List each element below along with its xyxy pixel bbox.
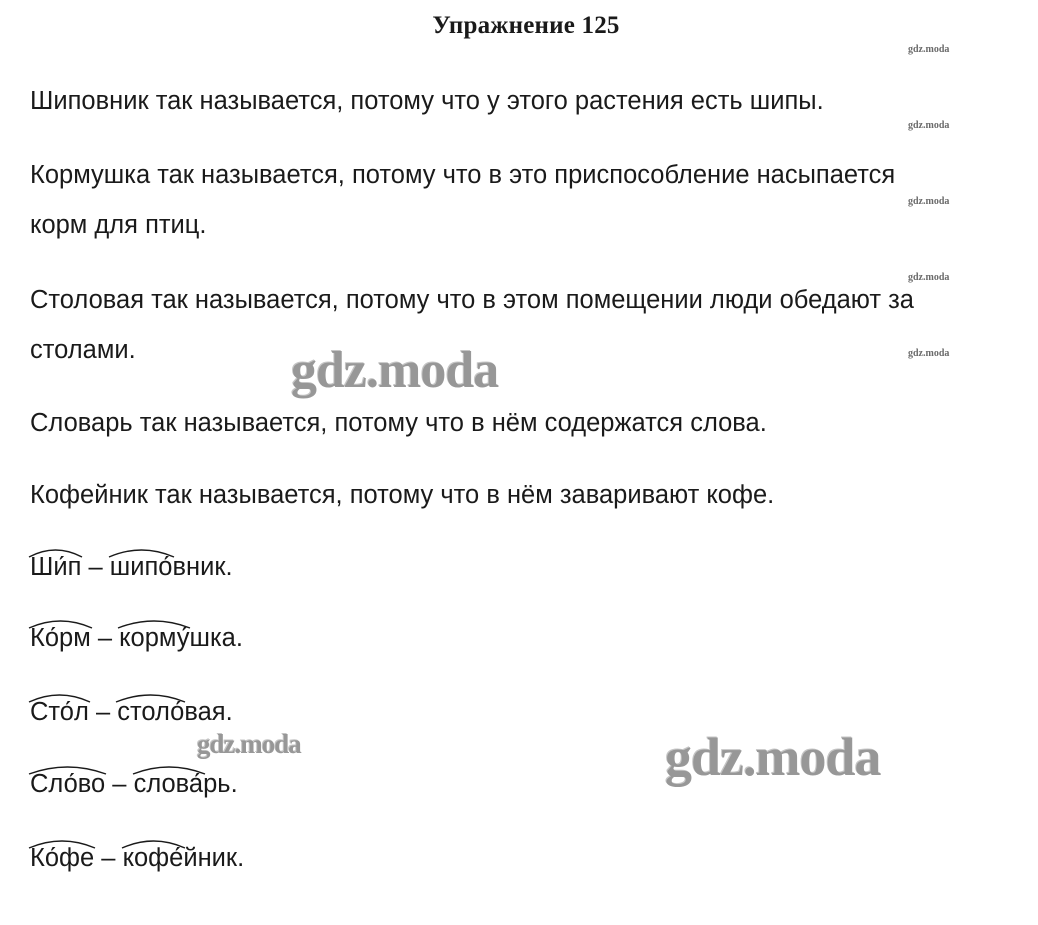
root-arc-word: Ко́рм xyxy=(30,623,91,653)
watermark-small: gdz.moda xyxy=(908,348,950,359)
root-arc-icon xyxy=(28,546,83,558)
page-title: Упражнение 125 xyxy=(432,12,620,39)
sentence-stolovaya-2: столами. xyxy=(30,336,136,364)
root-arc-icon xyxy=(28,837,96,849)
watermark-small: gdz.moda xyxy=(908,120,950,131)
watermark-large: gdz.moda xyxy=(290,341,498,398)
root-arc-word: корму́ xyxy=(119,623,189,653)
watermark-small: gdz.moda xyxy=(908,44,950,55)
word-pair-kofe: Ко́фе – кофе́ йник. xyxy=(30,843,244,873)
root-arc-icon xyxy=(28,691,91,703)
word-pair-ship: Ши́п – шипо́ вник. xyxy=(30,552,233,582)
watermark-large: gdz.moda xyxy=(664,726,880,786)
sentence-stolovaya-1: Столовая так называется, потому что в этом помещении люди обедают за xyxy=(30,286,914,314)
root-arc-icon xyxy=(28,763,107,775)
root-arc-word: столо́ xyxy=(117,697,184,727)
sentence-kormushka-2: корм для птиц. xyxy=(30,211,207,239)
sentence-slovar: Словарь так называется, потому что в нём содержатся слова. xyxy=(30,409,767,437)
sentence-shipovnik: Шиповник так называется, потому что у этого растения есть шипы. xyxy=(30,87,824,115)
root-arc-icon xyxy=(28,617,93,629)
word-pair-stol: Сто́л – столо́ вая. xyxy=(30,697,233,727)
root-arc-word: Сто́л xyxy=(30,697,89,727)
root-arc-word: кофе́ xyxy=(123,843,184,873)
word-pair-slovo: Сло́во – слова́ рь. xyxy=(30,769,238,799)
root-arc-word: шипо́ xyxy=(110,552,173,582)
root-arc-word: слова́ xyxy=(134,769,204,799)
root-arc-icon xyxy=(121,837,186,849)
root-arc-icon xyxy=(117,617,191,629)
sentence-kormushka-1: Кормушка так называется, потому что в это приспособление насыпается xyxy=(30,161,896,189)
watermark-small: gdz.moda xyxy=(908,196,950,207)
root-arc-word: Сло́во xyxy=(30,769,105,799)
root-arc-icon xyxy=(132,763,206,775)
root-arc-icon xyxy=(115,691,186,703)
sentence-kofeynik: Кофейник так называется, потому что в нём заваривают кофе. xyxy=(30,481,775,509)
word-pair-korm: Ко́рм – корму́ шка. xyxy=(30,623,243,653)
watermark-large: gdz.moda xyxy=(196,728,300,758)
root-arc-word: Ши́п xyxy=(30,552,81,582)
root-arc-word: Ко́фе xyxy=(30,843,94,873)
root-arc-icon xyxy=(108,546,175,558)
watermark-small: gdz.moda xyxy=(908,272,950,283)
